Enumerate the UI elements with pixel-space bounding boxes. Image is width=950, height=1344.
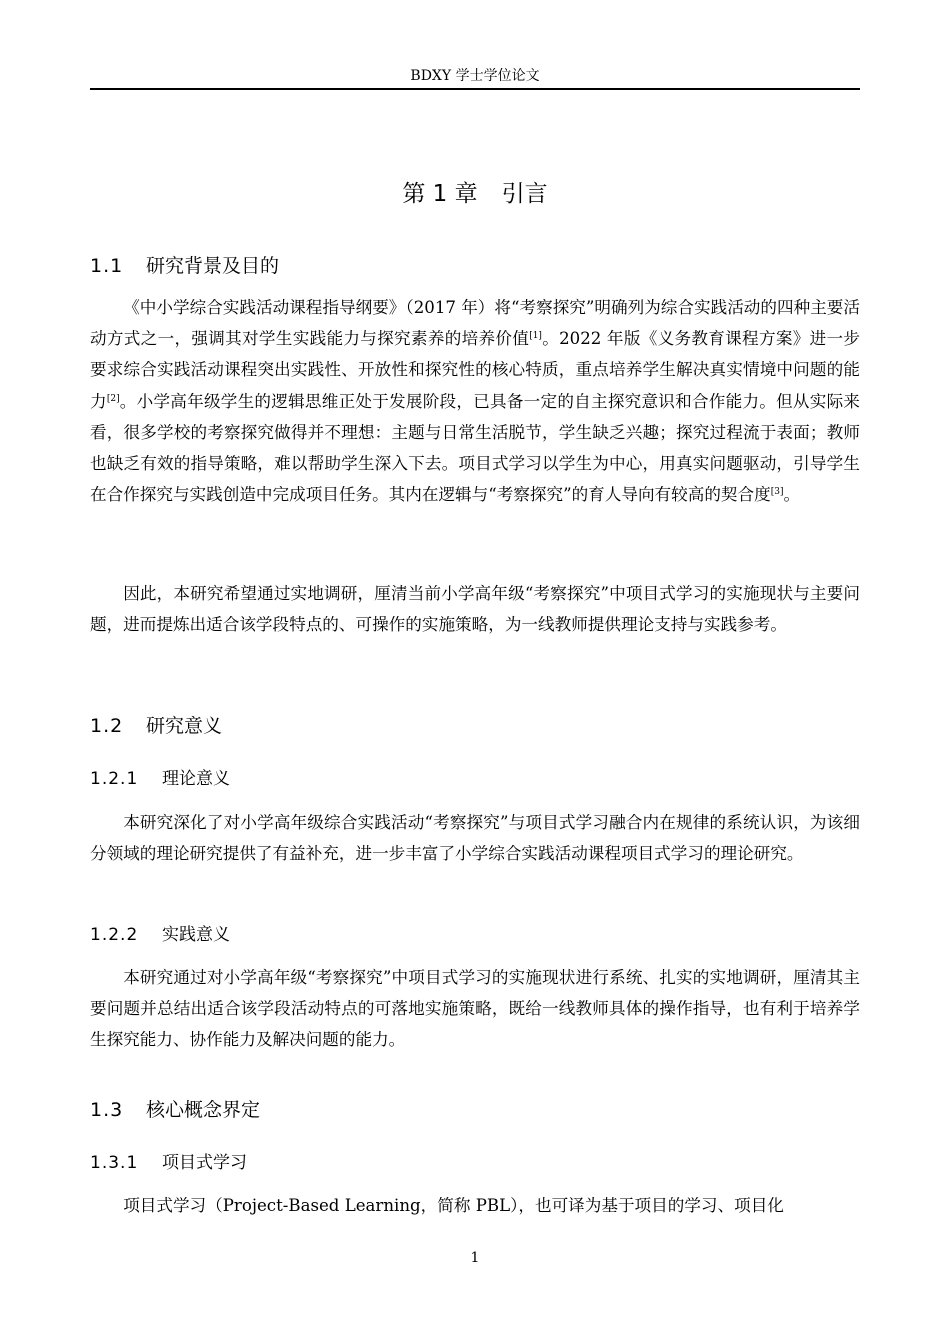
chapter-number: 第 1 章 [402,181,478,207]
section-1-3-heading [90,1096,260,1124]
subsection-1-2-1-heading [90,766,230,792]
page-number: 1 [470,1250,480,1266]
section-number: 1.1 [90,255,124,277]
citation-ref: [1] [529,331,542,342]
section-title: 核心概念界定 [146,1099,261,1121]
chapter-name: 引言 [501,181,548,207]
paragraph-pbl-definition: 项目式学习（Project-Based Learning，简称 PBL），也可译为基于项目的学习、项目化 [123,1196,784,1215]
running-header: BDXY 学士学位论文 [90,66,860,90]
paragraph-practice: 本研究通过对小学高年级“考察探究”中项目式学习的实施现状进行系统、扎实的实地调研，厘清其主要问题并总结出适合该学段活动特点的可落地实施策略，既给一线教师具体的操作指导，也有利于培养学生探究能力、协作能力及解决问题的能力。 [90,968,860,1050]
section-1-2-heading [90,712,222,740]
citation-ref: [3] [770,487,784,498]
section-title: 研究意义 [146,715,223,737]
subsection-1-3-1-heading [90,1150,247,1176]
text-run: 。小学高年级学生的逻辑思维正处于发展阶段，已具备一定的自主探究意识和合作能力。但从实际来看，很多学校的考察探究做得并不理想：主题与日常生活脱节，学生缺乏兴趣；探究过程流于表面；教师也缺乏有效的指导策略，难以帮助学生深入下去。项目式学习以学生为中心，用真实问题驱动，引导学生在合作探究与实践创造中完成项目任务。其内在逻辑与“考察探究”的育人导向有较高的契合度 [90,391,860,505]
section-title: 研究背景及目的 [146,255,280,277]
text-run: 。 [783,485,801,505]
chapter-title [0,178,950,210]
section-number: 1.2 [90,715,124,737]
subsection-number: 1.2.2 [90,925,139,945]
subsection-title: 实践意义 [162,925,230,945]
subsection-title: 项目式学习 [162,1153,247,1173]
subsection-number: 1.3.1 [90,1153,139,1173]
section-number: 1.3 [90,1099,124,1121]
paragraph-purpose: 因此，本研究希望通过实地调研，厘清当前小学高年级“考察探究”中项目式学习的实施现状与主要问题，进而提炼出适合该学段特点的、可操作的实施策略，为一线教师提供理论支持与实践参考。 [90,584,860,635]
text-run: 《中小学综合实践活动课程指导纲要》（2017 年）将“考察探究”明确列为综合实践活动的四种主要活动方式之一，强调其对学生实践能力与探究素养的培养价值 [90,298,860,349]
subsection-title: 理论意义 [162,769,230,789]
subsection-1-2-2-heading [90,922,230,948]
paragraph-background [90,292,860,510]
paragraph-theory: 本研究深化了对小学高年级综合实践活动“考察探究”与项目式学习融合内在规律的系统认识，为该细分领域的理论研究提供了有益补充，进一步丰富了小学综合实践活动课程项目式学习的理论研究。 [90,813,860,864]
subsection-number: 1.2.1 [90,769,139,789]
citation-ref: [2] [106,393,120,404]
text-run: 。2022 年版《义务教育课程方案》进一步要求综合实践活动课程突出实践性、开放性和探究性的核心特质，重点培养学生解决真实情境中问题的能力 [90,329,861,411]
section-1-1-heading [90,252,279,280]
